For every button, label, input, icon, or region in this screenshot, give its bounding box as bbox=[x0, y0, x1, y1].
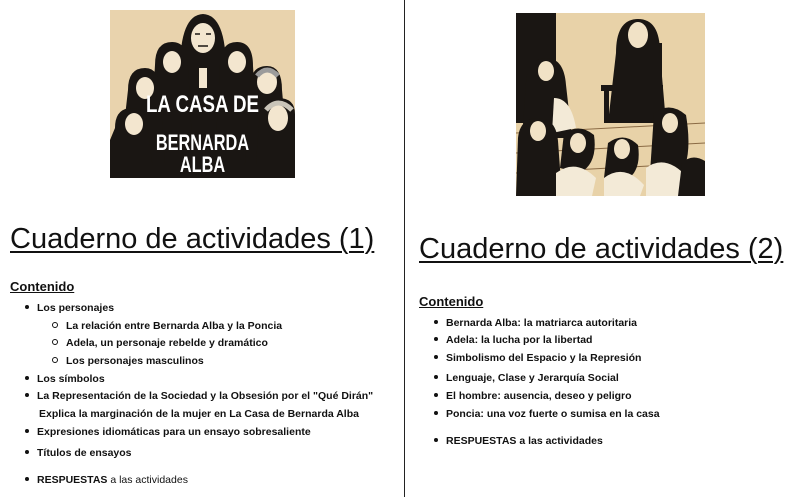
list-item[interactable] bbox=[434, 372, 619, 384]
bullet-icon bbox=[434, 355, 438, 359]
bullet-icon bbox=[434, 375, 438, 379]
book-cover-illustration-left bbox=[110, 10, 295, 178]
list-item[interactable] bbox=[25, 426, 311, 438]
list-item-label: Poncia: una voz fuerte o sumisa en la casa bbox=[446, 408, 660, 420]
bullet-icon bbox=[25, 305, 29, 309]
list-item[interactable] bbox=[25, 447, 132, 459]
list-item[interactable] bbox=[434, 334, 592, 346]
list-item-label: Adela: la lucha por la libertad bbox=[446, 334, 593, 346]
cover-title-line1: LA CASA DE bbox=[145, 91, 260, 118]
contents-heading-right: Contenido bbox=[419, 294, 484, 309]
answers-label: RESPUESTAS bbox=[37, 474, 108, 486]
list-item[interactable] bbox=[52, 355, 204, 367]
list-item[interactable] bbox=[434, 408, 660, 420]
list-item[interactable] bbox=[25, 302, 114, 314]
list-item[interactable] bbox=[25, 474, 188, 486]
circle-bullet-icon bbox=[52, 322, 58, 328]
list-item-label: Explica la marginación de la mujer en La Casa de Bernarda Alba bbox=[39, 408, 359, 420]
page-title-right: Cuaderno de actividades (2) bbox=[419, 233, 784, 265]
list-item[interactable] bbox=[434, 435, 603, 447]
list-item-label: Títulos de ensayos bbox=[37, 447, 132, 459]
book-cover-illustration-right bbox=[516, 13, 705, 196]
list-item-label: Lenguaje, Clase y Jerarquía Social bbox=[446, 372, 619, 384]
contents-heading-left: Contenido bbox=[10, 279, 75, 294]
page-title-left: Cuaderno de actividades (1) bbox=[10, 223, 375, 255]
list-item-label: Los personajes masculinos bbox=[66, 355, 204, 367]
list-item-label: RESPUESTAS a las actividades bbox=[446, 435, 603, 447]
list-item[interactable] bbox=[52, 320, 282, 332]
list-item[interactable] bbox=[434, 390, 632, 402]
list-item[interactable] bbox=[434, 352, 641, 364]
list-item[interactable] bbox=[434, 317, 637, 329]
bullet-icon bbox=[25, 450, 29, 454]
bullet-icon bbox=[434, 411, 438, 415]
list-item-label: Los personajes bbox=[37, 302, 115, 314]
bullet-icon bbox=[434, 337, 438, 341]
answers-suffix: a las actividades bbox=[110, 474, 188, 486]
right-panel bbox=[405, 0, 811, 497]
list-item-label: Adela, un personaje rebelde y dramático bbox=[66, 337, 268, 349]
left-panel bbox=[0, 0, 405, 497]
bullet-icon bbox=[434, 320, 438, 324]
bullet-icon bbox=[25, 376, 29, 380]
bullet-icon bbox=[434, 393, 438, 397]
list-item[interactable] bbox=[25, 373, 105, 385]
list-item-label: El hombre: ausencia, deseo y peligro bbox=[446, 390, 632, 402]
bullet-icon bbox=[434, 438, 438, 442]
list-item[interactable] bbox=[25, 390, 373, 402]
bullet-icon bbox=[25, 393, 29, 397]
list-item-label: Los símbolos bbox=[37, 373, 105, 385]
list-item[interactable] bbox=[39, 408, 359, 420]
list-item-label: Bernarda Alba: la matriarca autoritaria bbox=[446, 317, 638, 329]
bullet-icon bbox=[25, 477, 29, 481]
women-sewing-illustration bbox=[516, 13, 705, 196]
list-item-label: La relación entre Bernarda Alba y la Poncia bbox=[66, 320, 283, 332]
cover-title-line2: BERNARDA ALBA bbox=[155, 130, 250, 177]
list-item-label: La Representación de la Sociedad y la Obsesión por el "Qué Dirán" bbox=[37, 390, 374, 402]
list-item-label: Expresiones idiomáticas para un ensayo sobresaliente bbox=[37, 426, 311, 438]
circle-bullet-icon bbox=[52, 357, 58, 363]
circle-bullet-icon bbox=[52, 339, 58, 345]
bullet-icon bbox=[25, 429, 29, 433]
list-item[interactable] bbox=[52, 337, 268, 349]
list-item-label: Simbolismo del Espacio y la Represión bbox=[446, 352, 642, 364]
